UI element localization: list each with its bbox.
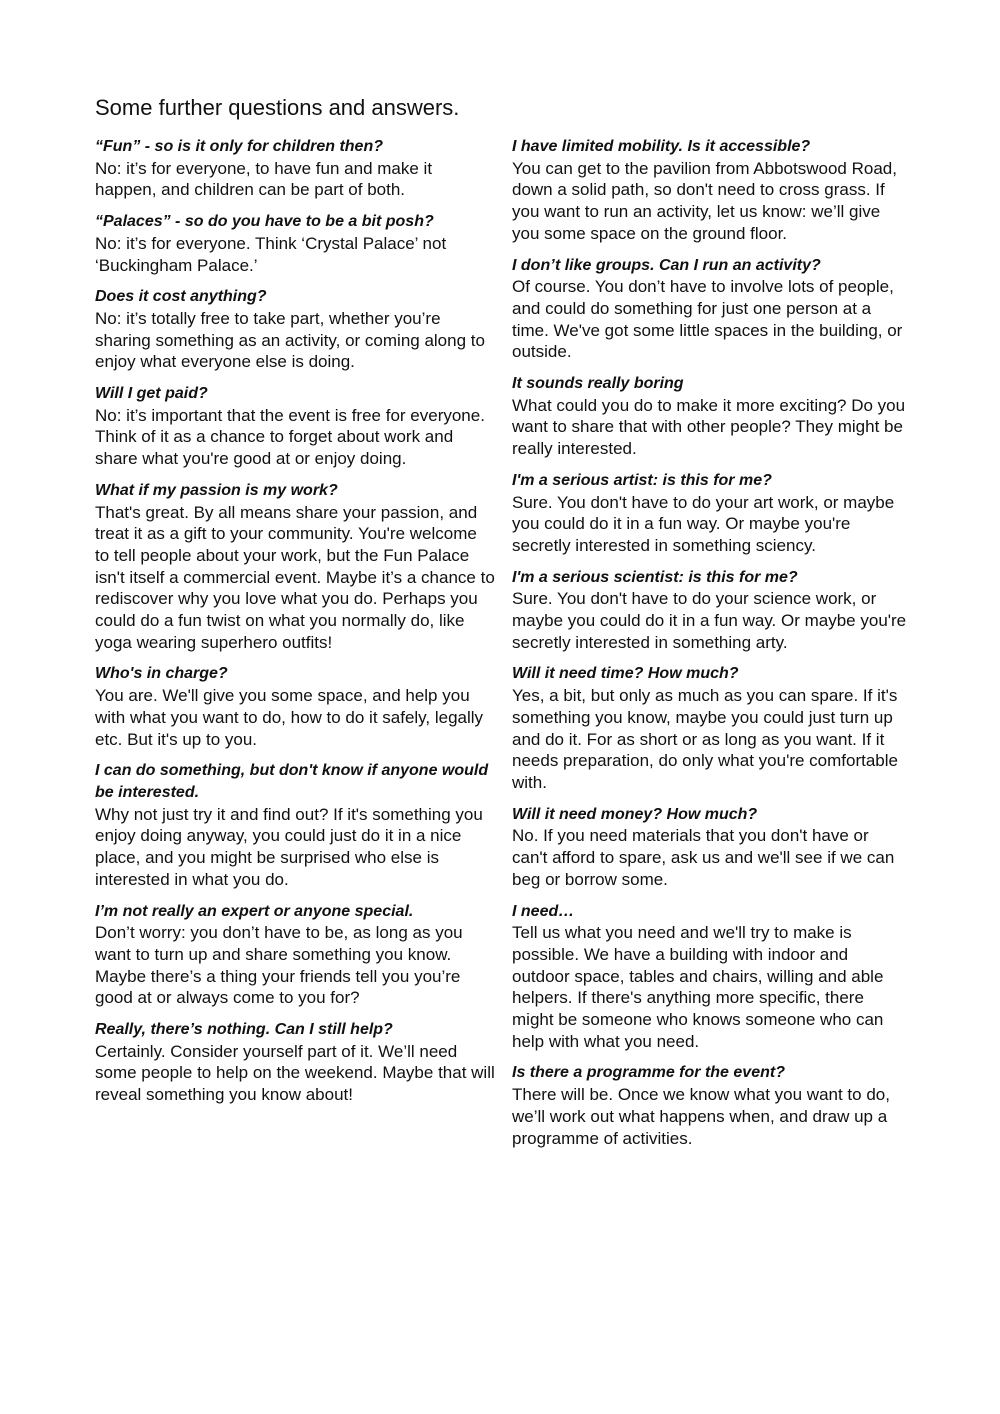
question: I’m not really an expert or anyone special. bbox=[95, 902, 414, 920]
answer: You are. We'll give you some space, and help you with what you want to do, how to do it safely, legally etc. But it's up to you. bbox=[95, 686, 484, 749]
qa-item bbox=[512, 136, 907, 245]
answer: Sure. You don't have to do your science work, or maybe you could do it in a fun way. Or maybe you're secretly interested in something arty. bbox=[512, 589, 907, 652]
question: I can do something, but don't know if anyone would be interested. bbox=[95, 762, 489, 801]
qa-item bbox=[95, 136, 495, 201]
qa-item bbox=[95, 1019, 495, 1106]
answer: No: it’s for everyone. Think ‘Crystal Palace’ not ‘Buckingham Palace.’ bbox=[95, 233, 447, 275]
left-column bbox=[95, 136, 495, 1116]
question: I don’t like groups. Can I run an activity? bbox=[512, 256, 821, 274]
question: I'm a serious artist: is this for me? bbox=[512, 471, 772, 489]
qa-item bbox=[95, 211, 495, 276]
answer: You can get to the pavilion from Abbotswood Road, down a solid path, so don't need to cross grass. If you want to run an activity, let us know: we’ll give you some space on the ground floor. bbox=[512, 158, 897, 243]
qa-item bbox=[512, 373, 907, 460]
qa-item bbox=[512, 255, 907, 364]
qa-item bbox=[95, 286, 495, 373]
qa-item bbox=[95, 383, 495, 470]
answer: What could you do to make it more exciting? Do you want to share that with other people? They might be really interested. bbox=[512, 395, 906, 459]
question: “Fun” - so is it only for children then? bbox=[95, 138, 383, 155]
answer: Tell us what you need and we'll try to make is possible. We have a building with indoor and outdoor space, tables and chairs, willing and able helpers. If there's anything more specific, there might be someone who knows someone who can help with what you need. bbox=[512, 923, 884, 1051]
qa-item bbox=[95, 663, 495, 750]
question: What if my passion is my work? bbox=[95, 481, 338, 499]
qa-item bbox=[95, 480, 495, 654]
qa-item bbox=[95, 901, 495, 1010]
question: Really, there’s nothing. Can I still help? bbox=[95, 1021, 393, 1039]
question: I have limited mobility. Is it accessible? bbox=[512, 138, 811, 155]
question: “Palaces” - so do you have to be a bit posh? bbox=[95, 213, 434, 231]
answer: No: it’s totally free to take part, whether you’re sharing something as an activity, or coming along to enjoy what everyone else is doing. bbox=[95, 308, 485, 372]
question: Will it need money? How much? bbox=[512, 805, 758, 823]
question: Will I get paid? bbox=[95, 385, 208, 403]
qa-item bbox=[512, 470, 907, 557]
qa-item bbox=[512, 567, 907, 654]
question: Who's in charge? bbox=[95, 665, 228, 683]
answer: Of course. You don’t have to involve lots of people, and could do something for just one person at a time. We've got some little spaces in the building, or outside. bbox=[512, 277, 903, 362]
question: Will it need time? How much? bbox=[512, 665, 739, 683]
answer: Why not just try it and find out? If it's something you enjoy doing anyway, you could just do it in a nice place, and you might be surprised who else is interested in what you do. bbox=[95, 804, 483, 889]
answer: Certainly. Consider yourself part of it. We’ll need some people to help on the weekend. Maybe that will reveal something you know about! bbox=[95, 1041, 495, 1105]
question: Is there a programme for the event? bbox=[512, 1064, 785, 1082]
answer: There will be. Once we know what you want to do, we’ll work out what happens when, and draw up a programme of activities. bbox=[512, 1085, 890, 1148]
answer: Yes, a bit, but only as much as you can spare. If it's something you know, maybe you could just turn up and do it. For as short or as long as you want. If it needs preparation, do only what you're comfortable with. bbox=[512, 686, 898, 792]
answer: That's great. By all means share your passion, and treat it as a gift to your community. You're welcome to tell people about your work, but the Fun Palace isn't itself a commercial event. Maybe it’s a chance to rediscover why you love what you do. Perhaps you could do a fun twist on what you normally do, like yoga wearing superhero outfits! bbox=[95, 502, 495, 652]
page-title: Some further questions and answers. bbox=[95, 95, 460, 120]
answer: No: it’s for everyone, to have fun and make it happen, and children can be part of both. bbox=[95, 158, 433, 200]
qa-item bbox=[512, 804, 907, 891]
qa-item bbox=[95, 760, 495, 890]
answer: No: it’s important that the event is free for everyone. Think of it as a chance to forget about work and share what you're good at or enjoy doing. bbox=[95, 405, 485, 469]
answer: No. If you need materials that you don't have or can't afford to spare, ask us and we'll see if we can beg or borrow some. bbox=[512, 826, 895, 889]
qa-item bbox=[512, 901, 907, 1053]
right-column bbox=[512, 136, 907, 1159]
question: I need… bbox=[512, 902, 575, 920]
answer: Don’t worry: you don’t have to be, as long as you want to turn up and share something you know. Maybe there’s a thing your friends tell you you’re good at or always come to you for? bbox=[95, 923, 463, 1008]
question: It sounds really boring bbox=[512, 375, 684, 393]
qa-item bbox=[512, 1062, 907, 1149]
question: Does it cost anything? bbox=[95, 288, 267, 306]
qa-item bbox=[512, 663, 907, 793]
answer: Sure. You don't have to do your art work, or maybe you could do it in a fun way. Or maybe you're secretly interested in something sciency. bbox=[512, 492, 895, 555]
question: I'm a serious scientist: is this for me? bbox=[512, 568, 798, 586]
